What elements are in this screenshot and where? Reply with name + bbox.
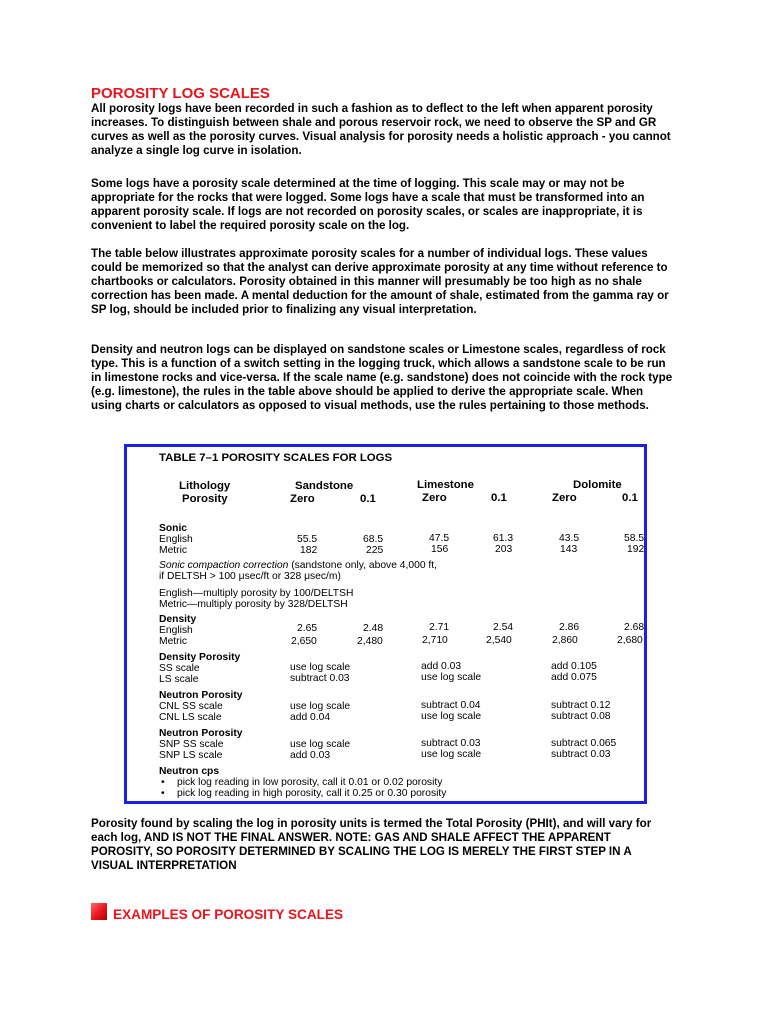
label-sonic: Sonic xyxy=(159,523,188,534)
paragraph-density-neutron: Density and neutron logs can be displayed on sandstone scales or Limestone scales, regardless of rock type. This is a function of a switch setting in the logging truck, which allows a sandstone scale to be run in limestone rocks and vice-versa. If the scale name (e.g. sandstone) does not coincide with the rock type (e.g. limestone), the rules in the table above should be applied to derive the appropriate scale. When using charts or calculators as opposed to visual methods, use the rules pertaining to those methods. xyxy=(91,343,673,413)
snp-ls-value: subtract 0.03 xyxy=(551,749,611,760)
label-cnl-ss: CNL SS scale xyxy=(159,701,223,712)
sonic-english-value: 68.5 xyxy=(363,534,384,545)
dp-ss-value: use log scale xyxy=(290,662,351,673)
paragraph-total-porosity: Porosity found by scaling the log in porosity units is termed the Total Porosity (PHIt), and will vary for each log, AND IS NOT THE FINAL ANSWER. NOTE: GAS AND SHALE AFFECT THE APPARENT POROSITY, SO POROSITY DETERMINED BY SCALING THE LOG IS MERELY THE FIRST STEP IN A VISUAL INTERPRETATION xyxy=(91,817,652,873)
dp-ls-value: use log scale xyxy=(421,672,482,683)
density-english-value: 2.68 xyxy=(624,622,645,633)
dolomite-zero: Zero xyxy=(552,492,577,504)
sonic-english-value: 55.5 xyxy=(297,534,318,545)
label-dp-ls: LS scale xyxy=(159,674,199,685)
density-metric-value: 2,540 xyxy=(486,635,512,646)
sonic-english-value: 61.3 xyxy=(493,533,514,544)
label-neutron-porosity-cnl: Neutron Porosity xyxy=(159,690,243,701)
limestone-zero: Zero xyxy=(422,492,447,504)
label-sonic-english: English xyxy=(159,534,193,545)
cps-low-porosity: pick log reading in low porosity, call it 0.01 or 0.02 porosity xyxy=(177,777,443,788)
dp-ls-value: subtract 0.03 xyxy=(290,673,350,684)
header-dolomite: Dolomite xyxy=(573,479,622,491)
limestone-point1: 0.1 xyxy=(491,492,507,504)
bullet-icon: • xyxy=(161,788,165,799)
snp-ls-value: use log scale xyxy=(421,749,482,760)
density-metric-value: 2,680 xyxy=(617,635,643,646)
header-limestone: Limestone xyxy=(417,479,474,491)
sonic-metric-value: 203 xyxy=(495,544,513,555)
cps-high-porosity: pick log reading in high porosity, call it 0.25 or 0.30 porosity xyxy=(177,788,447,799)
label-cnl-ls: CNL LS scale xyxy=(159,712,222,723)
red-square-icon xyxy=(91,903,107,920)
paragraph-log-deflection: All porosity logs have been recorded in such a fashion as to deflect to the left when apparent porosity increases. To distinguish between shale and porous reservoir rock, we need to observe the SP and GR curves as well as the porosity curves. Visual analysis for porosity needs a holistic approach - you cannot analyze a single log curve in isolation. xyxy=(91,102,671,158)
density-metric-value: 2,480 xyxy=(357,636,383,647)
dp-ss-value: add 0.03 xyxy=(421,661,462,672)
sonic-compaction-line2: if DELTSH > 100 μsec/ft or 328 μsec/m) xyxy=(159,571,341,582)
label-dp-ss: SS scale xyxy=(159,663,200,674)
label-snp-ss: SNP SS scale xyxy=(159,739,224,750)
cnl-ls-value: add 0.04 xyxy=(290,712,331,723)
cnl-ss-value: use log scale xyxy=(290,701,351,712)
snp-ss-value: subtract 0.03 xyxy=(421,738,481,749)
sonic-metric-value: 225 xyxy=(366,545,384,556)
english-rule: English—multiply porosity by 100/DELTSH xyxy=(159,588,354,599)
header-lithology: Lithology xyxy=(179,480,231,492)
snp-ss-value: subtract 0.065 xyxy=(551,738,617,749)
sandstone-point1: 0.1 xyxy=(360,493,376,505)
sonic-compaction-condition: (sandstone only, above 4,000 ft, xyxy=(288,560,438,571)
label-snp-ls: SNP LS scale xyxy=(159,750,223,761)
label-density-english: English xyxy=(159,625,193,636)
porosity-scales-table xyxy=(124,444,647,804)
cnl-ss-value: subtract 0.12 xyxy=(551,700,611,711)
sandstone-zero: Zero xyxy=(290,493,315,505)
density-english-value: 2.71 xyxy=(429,622,450,633)
dolomite-point1: 0.1 xyxy=(622,492,638,504)
density-english-value: 2.48 xyxy=(363,623,384,634)
sonic-english-value: 47.5 xyxy=(429,533,450,544)
label-sonic-metric: Metric xyxy=(159,545,188,556)
sonic-metric-value: 143 xyxy=(560,544,578,555)
label-neutron-cps: Neutron cps xyxy=(159,766,220,777)
examples-heading: EXAMPLES OF POROSITY SCALES xyxy=(113,907,344,922)
density-english-value: 2.86 xyxy=(559,622,580,633)
sonic-english-value: 43.5 xyxy=(559,533,580,544)
cnl-ls-value: use log scale xyxy=(421,711,482,722)
label-density-metric: Metric xyxy=(159,636,188,647)
snp-ls-value: add 0.03 xyxy=(290,750,331,761)
bullet-icon: • xyxy=(161,777,165,788)
label-density-porosity: Density Porosity xyxy=(159,652,241,663)
density-metric-value: 2,710 xyxy=(422,635,448,646)
density-english-value: 2.65 xyxy=(297,623,318,634)
sonic-compaction-title: Sonic compaction correction xyxy=(159,560,289,571)
density-metric-value: 2,650 xyxy=(291,636,317,647)
dp-ss-value: add 0.105 xyxy=(551,661,597,672)
label-density: Density xyxy=(159,614,197,625)
table-title: TABLE 7–1 POROSITY SCALES FOR LOGS xyxy=(159,452,393,464)
sonic-metric-value: 182 xyxy=(300,545,318,556)
metric-rule: Metric—multiply porosity by 328/DELTSH xyxy=(159,599,348,610)
label-neutron-porosity-snp: Neutron Porosity xyxy=(159,728,243,739)
sonic-compaction-note xyxy=(159,560,437,571)
sonic-metric-value: 156 xyxy=(431,544,449,555)
page-title: POROSITY LOG SCALES xyxy=(91,85,270,102)
cnl-ss-value: subtract 0.04 xyxy=(421,700,481,711)
header-sandstone: Sandstone xyxy=(295,480,354,492)
dp-ls-value: add 0.075 xyxy=(551,672,597,683)
header-porosity: Porosity xyxy=(182,493,228,505)
paragraph-table-intro: The table below illustrates approximate porosity scales for a number of individual logs. These values could be memorized so that the analyst can derive approximate porosity at any time without reference to chartbooks or calculators. Porosity obtained in this manner will presumably be too high as no shale correction has been made. A mental deduction for the amount of shale, estimated from the gamma ray or SP log, should be included prior to finalizing any visual interpretation. xyxy=(91,247,669,317)
sonic-metric-value: 192 xyxy=(627,544,645,555)
cnl-ls-value: subtract 0.08 xyxy=(551,711,611,722)
snp-ss-value: use log scale xyxy=(290,739,351,750)
density-metric-value: 2,860 xyxy=(552,635,578,646)
paragraph-porosity-scale: Some logs have a porosity scale determined at the time of logging. This scale may or may not be appropriate for the rocks that were logged. Some logs have a scale that must be transformed into an apparent porosity scale. If logs are not recorded on porosity scales, or scales are inappropriate, it is convenient to label the required porosity scale on the log. xyxy=(91,177,645,233)
density-english-value: 2.54 xyxy=(493,622,514,633)
sonic-english-value: 58.5 xyxy=(624,533,645,544)
